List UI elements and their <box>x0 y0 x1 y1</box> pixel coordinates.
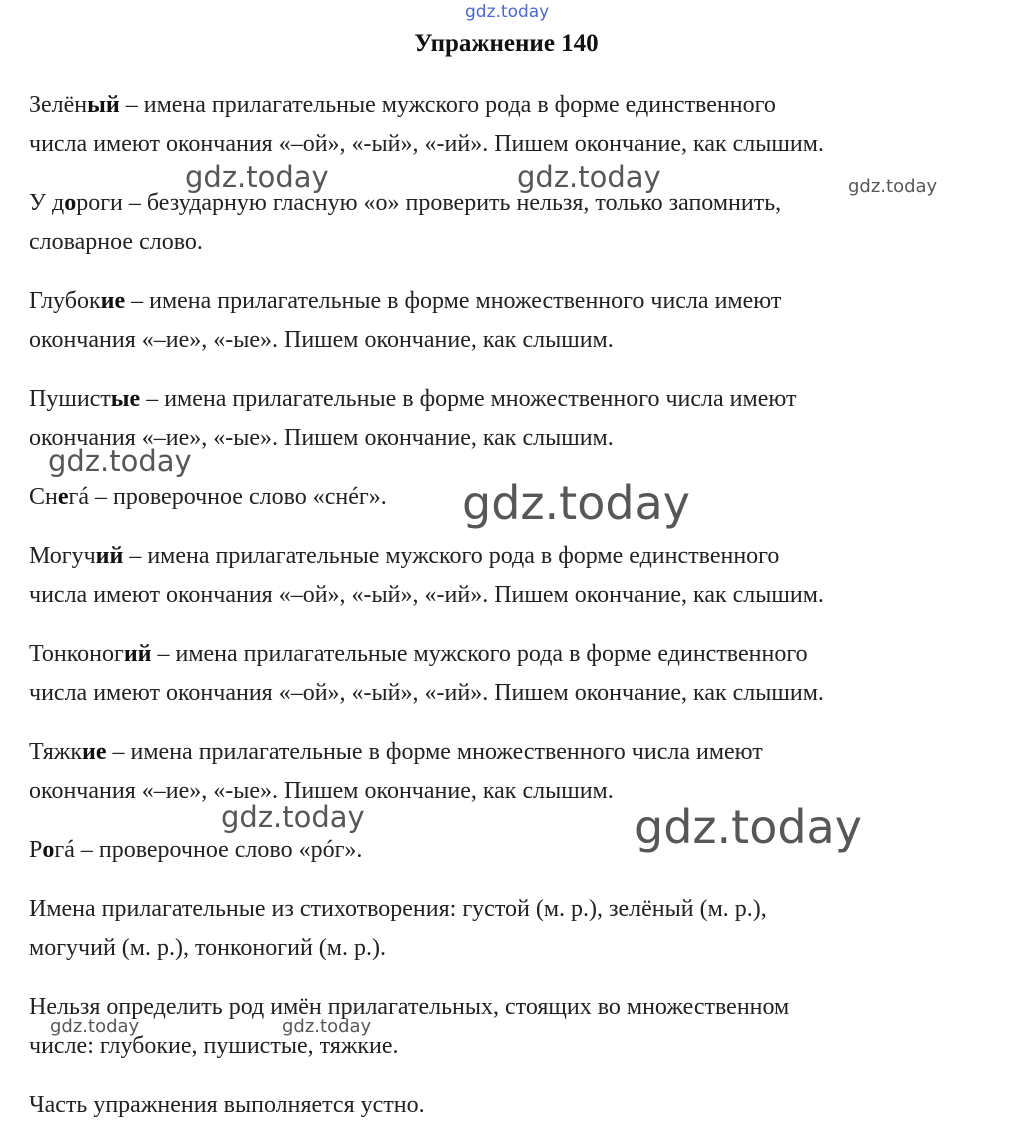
watermark: gdz.today <box>634 800 862 854</box>
text-segment: У д <box>29 190 65 216</box>
paragraph-line <box>29 1086 1004 1125</box>
answer-paragraph <box>29 86 1004 164</box>
text-segment: – имена прилагательные в форме множественного числа имеют <box>125 288 782 314</box>
paragraph-line <box>29 1027 1004 1066</box>
text-segment: числа имеют окончания «–ой», «-ый», «-ий». Пишем окончание, как слышим. <box>29 582 824 608</box>
text-segment: Часть упражнения выполняется устно. <box>29 1092 425 1118</box>
watermark: gdz.today <box>848 176 938 197</box>
paragraph-line <box>29 537 1004 576</box>
paragraph-line <box>29 929 1004 968</box>
answer-paragraph <box>29 890 1004 968</box>
text-segment: Р <box>29 837 43 863</box>
text-segment: Могуч <box>29 543 96 569</box>
text-segment: роги – безударную гласную «о» проверить нельзя, только запомнить, <box>76 190 782 216</box>
text-segment: окончания «–ие», «-ые». Пишем окончание, как слышим. <box>29 327 614 353</box>
watermark: gdz.today <box>185 160 329 194</box>
paragraph-line <box>29 321 1004 360</box>
text-segment: Нельзя определить род имён прилагательных, стоящих во множественном <box>29 994 790 1020</box>
text-segment: числе: глубокие, пушистые, тяжкие. <box>29 1033 399 1059</box>
text-segment: числа имеют окончания «–ой», «-ый», «-ий». Пишем окончание, как слышим. <box>29 131 824 157</box>
text-segment: Зелён <box>29 92 88 118</box>
paragraph-line <box>29 125 1004 164</box>
text-segment: – имена прилагательные мужского рода в форме единственного <box>119 92 776 118</box>
paragraph-line <box>29 733 1004 772</box>
text-segment: – имена прилагательные мужского рода в форме единственного <box>123 543 780 569</box>
text-segment: окончания «–ие», «-ые». Пишем окончание, как слышим. <box>29 778 614 804</box>
highlighted-letters: ие <box>100 288 126 314</box>
watermark: gdz.today <box>517 160 661 194</box>
highlighted-letters: ий <box>95 543 124 569</box>
exercise-title: Упражнение 140 <box>414 30 599 57</box>
text-segment: Глубок <box>29 288 101 314</box>
text-segment: Пушист <box>29 386 111 412</box>
highlighted-letters: е <box>57 484 69 510</box>
paragraph-line <box>29 576 1004 615</box>
highlighted-letters: ие <box>82 739 107 765</box>
paragraph-line <box>29 635 1004 674</box>
text-segment: окончания «–ие», «-ые». Пишем окончание, как слышим. <box>29 425 614 451</box>
paragraph-line <box>29 282 1004 321</box>
text-segment: – имена прилагательные в форме множественного числа имеют <box>140 386 797 412</box>
watermark: gdz.today <box>50 1016 140 1037</box>
answer-paragraph <box>29 635 1004 713</box>
watermark-top: gdz.today <box>465 2 550 22</box>
highlighted-letters: о <box>42 837 55 863</box>
highlighted-letters: ий <box>123 641 152 667</box>
text-segment: Имена прилагательные из стихотворения: густой (м. р.), зелёный (м. р.), <box>29 896 767 922</box>
paragraph-line <box>29 988 1004 1027</box>
paragraph-line <box>29 223 1004 262</box>
text-segment: словарное слово. <box>29 229 203 255</box>
answer-paragraph <box>29 282 1004 360</box>
highlighted-letters: ые <box>110 386 141 412</box>
paragraph-line <box>29 890 1004 929</box>
text-segment: Тонконог <box>29 641 124 667</box>
paragraph-line <box>29 380 1004 419</box>
watermark: gdz.today <box>48 444 192 478</box>
answer-paragraph <box>29 1086 1004 1125</box>
watermark: gdz.today <box>282 1016 372 1037</box>
watermark: gdz.today <box>462 476 690 530</box>
paragraph-line <box>29 674 1004 713</box>
text-segment: Сн <box>29 484 58 510</box>
text-segment: – имена прилагательные мужского рода в форме единственного <box>151 641 808 667</box>
text-segment: числа имеют окончания «–ой», «-ый», «-ий». Пишем окончание, как слышим. <box>29 680 824 706</box>
text-segment: – имена прилагательные в форме множественного числа имеют <box>106 739 763 765</box>
answer-paragraph <box>29 537 1004 615</box>
paragraph-line <box>29 86 1004 125</box>
answer-paragraph <box>29 988 1004 1066</box>
highlighted-letters: о <box>64 190 77 216</box>
text-segment: гá – проверочное слово «снéг». <box>68 484 387 510</box>
watermark: gdz.today <box>221 800 365 834</box>
highlighted-letters: ый <box>87 92 120 118</box>
text-segment: Тяжк <box>29 739 83 765</box>
text-segment: могучий (м. р.), тонконогий (м. р.). <box>29 935 386 961</box>
text-segment: гá – проверочное слово «рóг». <box>54 837 363 863</box>
